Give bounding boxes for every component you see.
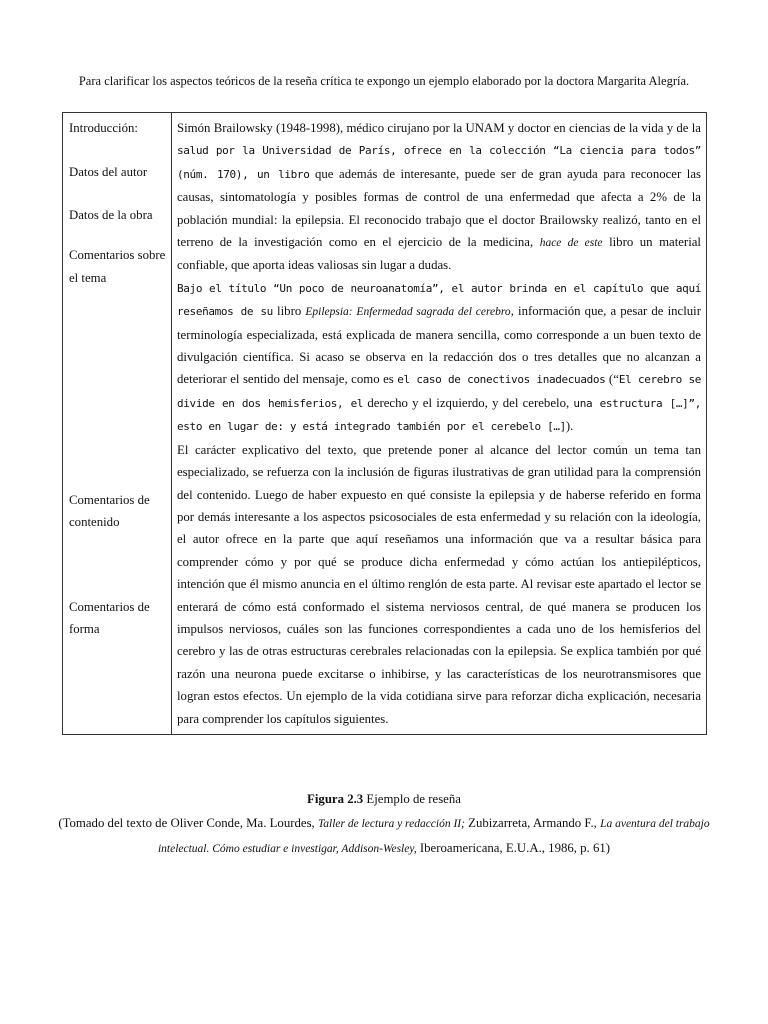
review-content-column <box>172 113 707 735</box>
figure-title-line <box>40 787 728 811</box>
text-segment: (Tomado del texto de Oliver Conde, Ma. Lourdes, <box>58 816 318 830</box>
text-segment: Zubizarreta, Armando F., <box>464 816 601 830</box>
text-segment: hace de este <box>539 237 603 250</box>
figure-label: Figura 2.3 <box>307 792 364 806</box>
text-segment: derecho y el izquierdo, y del cerebelo, <box>363 395 574 410</box>
text-segment: que además de interesante, puede ser de gran ayuda para reconocer las causas, sintomatología y posibles formas de control de una enfermedad que afecta a 2% de la población mundial: la epilepsia. El reconocido trabajo que el doctor Brailowsky realizó, tanto en el terreno de la investigación como en el ejercicio de la medicina, <box>177 166 701 250</box>
figure-source <box>40 811 728 861</box>
book-title: Epilepsia: Enfermedad sagrada del cerebro <box>305 306 511 319</box>
section-labels-column <box>63 113 172 735</box>
label-datos-obra: Datos de la obra <box>69 207 153 222</box>
figure-title: Ejemplo de reseña <box>363 792 461 806</box>
paragraph-content: El carácter explicativo del texto, que pretende poner al alcance del lector común un tema tan especializado, se refuerza con la inclusión de figuras ilustrativas de gran utilidad para la comprensión del contenido. Luego de haber expuesto en qué consiste la epilepsia y de haberse referido en forma por demás interesante a los aspectos psicosociales de esta enfermedad y su relación con la ideología, el autor ofrece en la parte que aquí reseñamos una información que va a resultar básica para comprender cómo y por qué se produce dicha enfermedad y cómo actúan los antiepilépticos, intención que él mismo anuncia en el último renglón de esta parte. Al revisar este apartado el lector se enterará de cómo está conformado el sistema nerviosos central, de qué manera se producen los impulsos nerviosos, cuáles son las funciones correspondientes a cada uno de los hemisferios del cerebro y las de otras estructuras cerebrales relacionadas con la epilepsia. Se explica también por qué razón una neurona puede excitarse o inhibirse, y las características de los neurotransmisores que logran estos efectos. Un ejemplo de la vida cotidiana sirve para reforzar dicha explicación, necesaria para comprender los capítulos siguientes. <box>177 442 701 726</box>
text-segment: Bajo el título “Un poco de neuroanatomía”, el autor brinda en el capítulo que aquí reseñamos de su <box>177 281 701 319</box>
text-segment: libro <box>272 304 306 319</box>
intro-paragraph: Para clarificar los aspectos teóricos de la reseña crítica te expongo un ejemplo elaborado por la doctora Margarita Alegría. <box>78 74 690 88</box>
text-segment: Taller de lectura y redacción II; <box>317 818 465 830</box>
paragraph-topic <box>177 277 701 439</box>
text-segment: salud por la Universidad de París, ofrece en la colección “La ciencia para todos” (núm. 170), un libro <box>177 144 701 181</box>
label-datos-autor: Datos del autor <box>69 165 148 180</box>
label-introduccion: Introducción: <box>69 121 138 135</box>
text-segment: Simón Brailowsky (1948-1998), médico cirujano por la UNAM y doctor en ciencias de la vida y de la <box>177 121 701 135</box>
label-comentarios-forma: Comentarios de forma <box>69 599 150 637</box>
label-comentarios-contenido: Comentarios de contenido <box>69 493 150 530</box>
review-table <box>62 112 707 735</box>
text-segment: , información que, a pesar de incluir terminología especializada, está explicada de manera sencilla, como corresponde a un buen texto de divulgación científica. Si acaso se observa en la redacción dos o tres detalles que no alcanzan a deteriorar el sentido del mensaje, como es <box>177 304 701 387</box>
text-segment: La aventura del trabajo intelectual. Cómo estudiar e investigar, Addison-Wesley, <box>157 818 710 855</box>
text-segment: una estructura […]”, esto en lugar de: y está integrado también por el cerebelo […] <box>177 396 701 434</box>
text-segment: Iberoamericana, E.U.A., 1986, p. 61) <box>416 841 611 855</box>
text-segment: El cerebro se divide en dos hemisferios, el <box>177 373 702 410</box>
text-segment: (“ <box>605 372 619 387</box>
text-segment: ). <box>565 419 574 434</box>
text-segment: libro un material confiable, que aporta ideas valiosas sin lugar a dudas. <box>177 235 701 273</box>
paragraph-introduction <box>177 117 701 277</box>
figure-caption <box>40 787 728 861</box>
label-comentarios-tema: Comentarios sobre el tema <box>69 248 166 285</box>
text-segment: el caso de conectivos inadecuados <box>397 373 606 387</box>
